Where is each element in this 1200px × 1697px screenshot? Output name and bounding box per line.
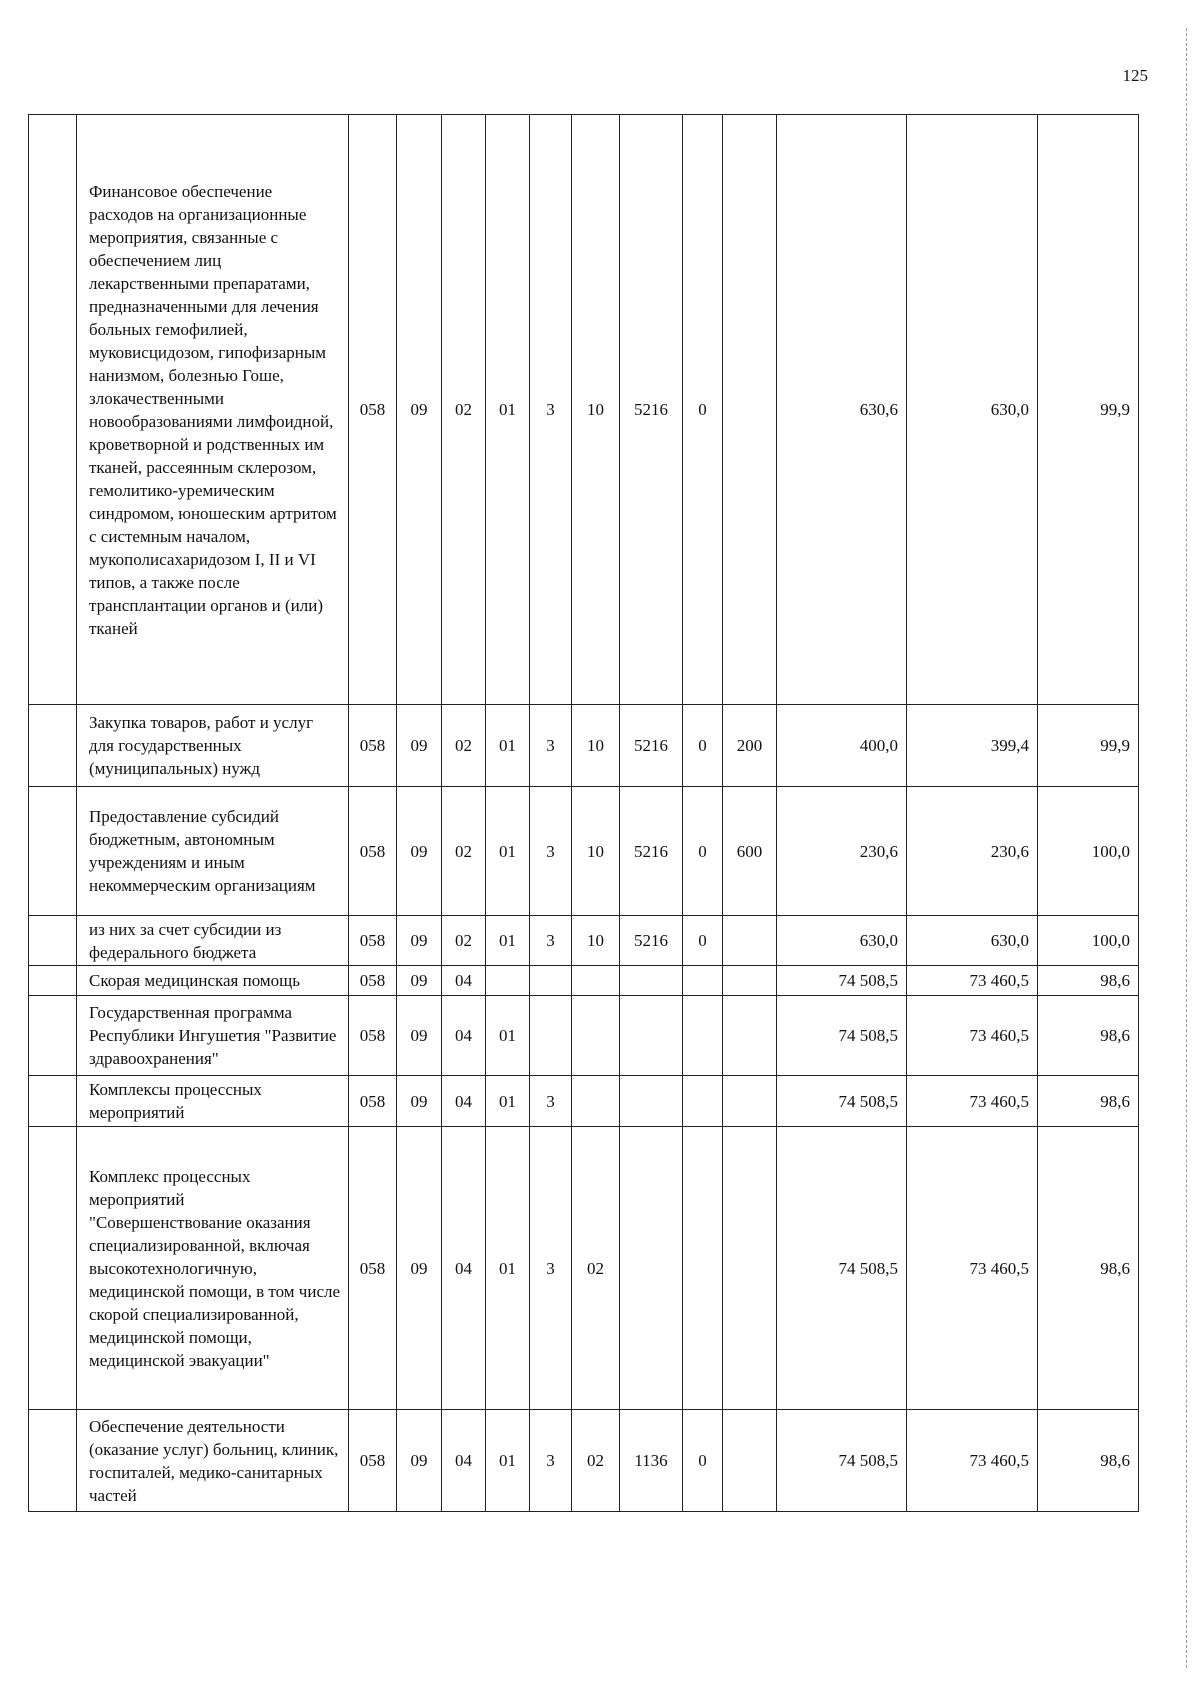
structure-type-code-cell: 3 bbox=[530, 916, 572, 966]
expense-direction-code-cell bbox=[620, 1127, 683, 1410]
table-row bbox=[29, 705, 1139, 787]
sub-direction-code-cell bbox=[683, 1127, 723, 1410]
approved-amount-cell: 230,6 bbox=[777, 787, 907, 916]
program-code-cell: 01 bbox=[486, 996, 530, 1076]
sub-direction-code-cell: 0 bbox=[683, 115, 723, 705]
section-code-cell: 09 bbox=[397, 1127, 442, 1410]
expense-type-code-cell bbox=[723, 1127, 777, 1410]
subsection-code-cell: 04 bbox=[442, 966, 486, 996]
row-number-cell bbox=[29, 966, 77, 996]
program-code-cell: 01 bbox=[486, 1076, 530, 1127]
subsection-code-cell: 04 bbox=[442, 1410, 486, 1512]
executed-amount-cell: 73 460,5 bbox=[907, 1127, 1038, 1410]
expense-type-code-cell bbox=[723, 916, 777, 966]
executed-amount-cell: 73 460,5 bbox=[907, 996, 1038, 1076]
budget-execution-table bbox=[28, 114, 1139, 1512]
ministry-code-cell: 058 bbox=[349, 705, 397, 787]
approved-amount-cell: 630,6 bbox=[777, 115, 907, 705]
expense-type-code-cell bbox=[723, 966, 777, 996]
sub-direction-code-cell bbox=[683, 966, 723, 996]
section-code-cell: 09 bbox=[397, 966, 442, 996]
expense-direction-code-cell bbox=[620, 966, 683, 996]
program-code-cell: 01 bbox=[486, 1127, 530, 1410]
structure-type-code-cell: 3 bbox=[530, 1410, 572, 1512]
row-number-cell bbox=[29, 115, 77, 705]
row-number-cell bbox=[29, 1076, 77, 1127]
expense-type-code-cell bbox=[723, 996, 777, 1076]
approved-amount-cell: 74 508,5 bbox=[777, 1410, 907, 1512]
expense-direction-code-cell: 1136 bbox=[620, 1410, 683, 1512]
item-name-cell: Обеспечение деятельности (оказание услуг) больниц, клиник, госпиталей, медико-санитарных частей bbox=[77, 1410, 349, 1512]
structure-type-code-cell: 3 bbox=[530, 115, 572, 705]
expense-direction-code-cell: 5216 bbox=[620, 787, 683, 916]
execution-percent-cell: 98,6 bbox=[1038, 1127, 1139, 1410]
complex-code-cell bbox=[572, 966, 620, 996]
expense-direction-code-cell: 5216 bbox=[620, 115, 683, 705]
expense-type-code-cell bbox=[723, 1410, 777, 1512]
execution-percent-cell: 98,6 bbox=[1038, 1410, 1139, 1512]
row-number-cell bbox=[29, 916, 77, 966]
ministry-code-cell: 058 bbox=[349, 1410, 397, 1512]
row-number-cell bbox=[29, 1127, 77, 1410]
program-code-cell bbox=[486, 966, 530, 996]
program-code-cell: 01 bbox=[486, 1410, 530, 1512]
subsection-code-cell: 02 bbox=[442, 787, 486, 916]
subsection-code-cell: 02 bbox=[442, 115, 486, 705]
sub-direction-code-cell: 0 bbox=[683, 1410, 723, 1512]
expense-type-code-cell: 200 bbox=[723, 705, 777, 787]
table-row bbox=[29, 115, 1139, 705]
subsection-code-cell: 04 bbox=[442, 1076, 486, 1127]
expense-direction-code-cell: 5216 bbox=[620, 705, 683, 787]
complex-code-cell: 02 bbox=[572, 1410, 620, 1512]
sub-direction-code-cell bbox=[683, 996, 723, 1076]
complex-code-cell: 10 bbox=[572, 916, 620, 966]
row-number-cell bbox=[29, 787, 77, 916]
ministry-code-cell: 058 bbox=[349, 996, 397, 1076]
page-number: 125 bbox=[1122, 66, 1148, 85]
execution-percent-cell: 99,9 bbox=[1038, 705, 1139, 787]
item-name-cell: Финансовое обеспечение расходов на организационные мероприятия, связанные с обеспечением лиц лекарственными препаратами, предназначенными для лечения больных гемофилией, муковисцидозом, гипофизарным нанизмом, болезнью Гоше, злокачественными новообразованиями лимфоидной, кроветворной и родственных им тканей, рассеянным склерозом, гемолитико-уремическим синдромом, юношеским артритом с системным началом, мукополисахаридозом I, II и VI типов, а также после трансплантации органов и (или) тканей bbox=[77, 115, 349, 705]
table-row bbox=[29, 1410, 1139, 1512]
item-name-cell: Комплекс процессных мероприятий "Совершенствование оказания специализированной, включая высокотехнологичную, медицинской помощи, в том числе скорой специализированной, медицинской помощи, медицинской эвакуации" bbox=[77, 1127, 349, 1410]
expense-direction-code-cell bbox=[620, 1076, 683, 1127]
program-code-cell: 01 bbox=[486, 705, 530, 787]
table-row bbox=[29, 1127, 1139, 1410]
execution-percent-cell: 99,9 bbox=[1038, 115, 1139, 705]
section-code-cell: 09 bbox=[397, 115, 442, 705]
executed-amount-cell: 630,0 bbox=[907, 115, 1038, 705]
row-number-cell bbox=[29, 996, 77, 1076]
execution-percent-cell: 98,6 bbox=[1038, 966, 1139, 996]
row-number-cell bbox=[29, 1410, 77, 1512]
complex-code-cell: 02 bbox=[572, 1127, 620, 1410]
approved-amount-cell: 74 508,5 bbox=[777, 1076, 907, 1127]
ministry-code-cell: 058 bbox=[349, 1076, 397, 1127]
sub-direction-code-cell: 0 bbox=[683, 705, 723, 787]
item-name-cell: Предоставление субсидий бюджетным, автономным учреждениям и иным некоммерческим организациям bbox=[77, 787, 349, 916]
executed-amount-cell: 73 460,5 bbox=[907, 1076, 1038, 1127]
execution-percent-cell: 98,6 bbox=[1038, 996, 1139, 1076]
item-name-cell: Комплексы процессных мероприятий bbox=[77, 1076, 349, 1127]
program-code-cell: 01 bbox=[486, 115, 530, 705]
table-row bbox=[29, 996, 1139, 1076]
structure-type-code-cell: 3 bbox=[530, 1127, 572, 1410]
expense-type-code-cell bbox=[723, 115, 777, 705]
table-row bbox=[29, 1076, 1139, 1127]
program-code-cell: 01 bbox=[486, 787, 530, 916]
complex-code-cell: 10 bbox=[572, 115, 620, 705]
section-code-cell: 09 bbox=[397, 787, 442, 916]
approved-amount-cell: 74 508,5 bbox=[777, 1127, 907, 1410]
executed-amount-cell: 630,0 bbox=[907, 916, 1038, 966]
sub-direction-code-cell: 0 bbox=[683, 787, 723, 916]
approved-amount-cell: 74 508,5 bbox=[777, 966, 907, 996]
executed-amount-cell: 73 460,5 bbox=[907, 1410, 1038, 1512]
executed-amount-cell: 230,6 bbox=[907, 787, 1038, 916]
subsection-code-cell: 04 bbox=[442, 1127, 486, 1410]
item-name-cell: Государственная программа Республики Ингушетия "Развитие здравоохранения" bbox=[77, 996, 349, 1076]
approved-amount-cell: 630,0 bbox=[777, 916, 907, 966]
execution-percent-cell: 100,0 bbox=[1038, 787, 1139, 916]
complex-code-cell: 10 bbox=[572, 787, 620, 916]
section-code-cell: 09 bbox=[397, 1076, 442, 1127]
ministry-code-cell: 058 bbox=[349, 1127, 397, 1410]
complex-code-cell: 10 bbox=[572, 705, 620, 787]
structure-type-code-cell bbox=[530, 966, 572, 996]
table-row bbox=[29, 916, 1139, 966]
program-code-cell: 01 bbox=[486, 916, 530, 966]
execution-percent-cell: 98,6 bbox=[1038, 1076, 1139, 1127]
complex-code-cell bbox=[572, 996, 620, 1076]
item-name-cell: Закупка товаров, работ и услуг для государственных (муниципальных) нужд bbox=[77, 705, 349, 787]
ministry-code-cell: 058 bbox=[349, 916, 397, 966]
expense-type-code-cell: 600 bbox=[723, 787, 777, 916]
executed-amount-cell: 73 460,5 bbox=[907, 966, 1038, 996]
sub-direction-code-cell bbox=[683, 1076, 723, 1127]
table-row bbox=[29, 966, 1139, 996]
approved-amount-cell: 400,0 bbox=[777, 705, 907, 787]
approved-amount-cell: 74 508,5 bbox=[777, 996, 907, 1076]
ministry-code-cell: 058 bbox=[349, 966, 397, 996]
page-edge-dashed-line bbox=[1186, 28, 1187, 1668]
expense-type-code-cell bbox=[723, 1076, 777, 1127]
executed-amount-cell: 399,4 bbox=[907, 705, 1038, 787]
subsection-code-cell: 04 bbox=[442, 996, 486, 1076]
ministry-code-cell: 058 bbox=[349, 115, 397, 705]
structure-type-code-cell: 3 bbox=[530, 705, 572, 787]
row-number-cell bbox=[29, 705, 77, 787]
section-code-cell: 09 bbox=[397, 705, 442, 787]
item-name-cell: из них за счет субсидии из федерального бюджета bbox=[77, 916, 349, 966]
ministry-code-cell: 058 bbox=[349, 787, 397, 916]
section-code-cell: 09 bbox=[397, 996, 442, 1076]
expense-direction-code-cell: 5216 bbox=[620, 916, 683, 966]
subsection-code-cell: 02 bbox=[442, 916, 486, 966]
structure-type-code-cell: 3 bbox=[530, 787, 572, 916]
section-code-cell: 09 bbox=[397, 1410, 442, 1512]
execution-percent-cell: 100,0 bbox=[1038, 916, 1139, 966]
item-name-cell: Скорая медицинская помощь bbox=[77, 966, 349, 996]
complex-code-cell bbox=[572, 1076, 620, 1127]
structure-type-code-cell: 3 bbox=[530, 1076, 572, 1127]
sub-direction-code-cell: 0 bbox=[683, 916, 723, 966]
subsection-code-cell: 02 bbox=[442, 705, 486, 787]
table-row bbox=[29, 787, 1139, 916]
structure-type-code-cell bbox=[530, 996, 572, 1076]
expense-direction-code-cell bbox=[620, 996, 683, 1076]
section-code-cell: 09 bbox=[397, 916, 442, 966]
